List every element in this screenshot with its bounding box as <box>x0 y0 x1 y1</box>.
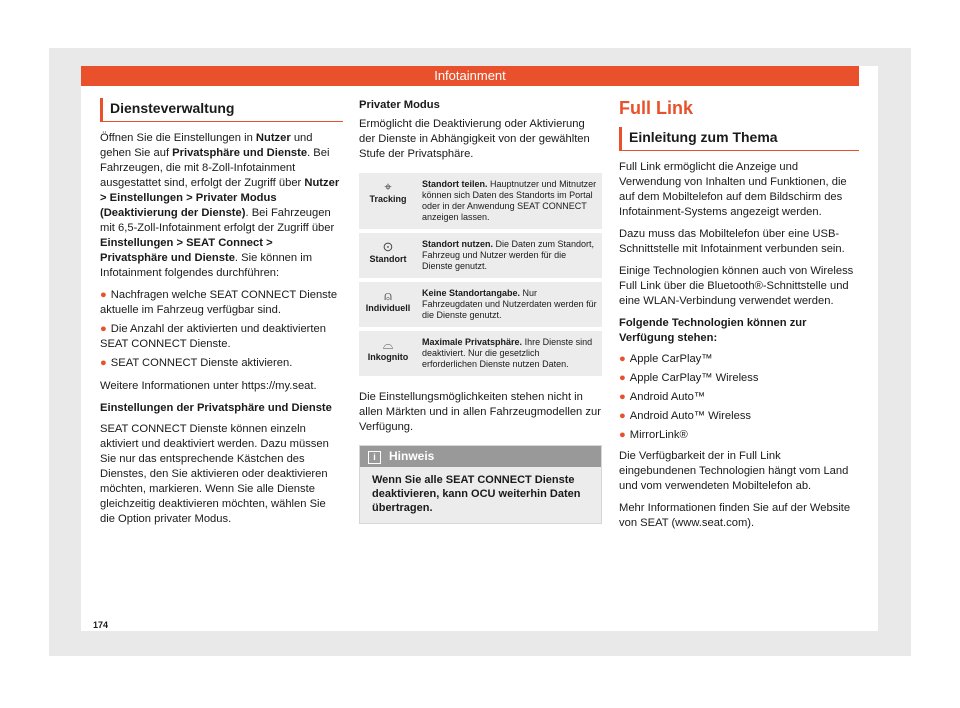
level-label: Inkognito <box>367 352 409 362</box>
intro-bold: Nutzer <box>255 132 291 144</box>
intro-bold: Privatsphäre und Dienste <box>172 147 308 159</box>
location-icon: ⊙ <box>382 239 394 254</box>
bullet-text: Nachfragen welche SEAT CONNECT Dienste aktuelle im Fahrzeug verfügbar sind. <box>100 289 338 316</box>
bullet-icon: ● <box>619 429 626 441</box>
table-row <box>359 331 602 376</box>
level-label: Tracking <box>369 194 407 204</box>
list-item <box>619 409 859 424</box>
user-icon: ⍝ <box>384 288 392 303</box>
section-header: Infotainment <box>81 66 859 86</box>
note-box <box>359 445 602 524</box>
level-title: Standort teilen. <box>422 179 488 189</box>
bullet-text: MirrorLink® <box>629 429 688 441</box>
tracking-icon: ⌖ <box>384 179 392 194</box>
level-text: Die Daten zum Standort, Fahrzeug und Nutzer werden für die Dienste genutzt. <box>422 239 595 271</box>
intro-paragraph: Ermöglicht die Deaktivierung oder Aktivierung der Dienste in Abhängigkeit von der gewählten Stufe der Privatsphäre. <box>359 118 590 160</box>
description-cell <box>417 173 602 229</box>
paragraph: Full Link ermöglicht die Anzeige und Verwendung von Inhalten und Funktionen, die auf dem Mobiltelefon auf dem Bildschirm des Infotainment-Systems angezeigt werden. <box>619 161 847 218</box>
level-title: Keine Standortangabe. <box>422 288 521 298</box>
bullet-icon: ● <box>619 391 626 403</box>
intro-text: . Sie können im Infotainment folgendes durchführen: <box>100 252 313 279</box>
list-item <box>619 371 859 386</box>
bullet-icon: ● <box>619 353 626 365</box>
privacy-levels-table <box>359 169 602 380</box>
list-item <box>100 356 343 371</box>
bullet-icon: ● <box>619 372 626 384</box>
paragraph: Dazu muss das Mobiltelefon über eine USB-Schnittstelle mit Infotainment verbunden sein. <box>619 228 845 255</box>
intro-text: . Bei Fahrzeugen, die mit 8-Zoll-Infotainment ausgestattet sind, erfolgt der Zugriff über <box>100 147 330 189</box>
incognito-icon: ⌓ <box>382 337 394 352</box>
bullet-icon: ● <box>100 323 107 335</box>
column-full-link <box>619 98 859 538</box>
intro-paragraph <box>100 131 343 281</box>
list-item <box>619 352 859 367</box>
level-title: Standort nutzen. <box>422 239 493 249</box>
bullet-icon: ● <box>100 357 107 369</box>
heading-privater-modus: Privater Modus <box>359 99 440 111</box>
bullet-text: Apple CarPlay™ <box>629 353 713 365</box>
intro-text: Öffnen Sie die Einstellungen in <box>100 132 256 144</box>
technologies-heading: Folgende Technologien können zur Verfügung stehen: <box>619 317 807 344</box>
list-item <box>619 428 859 443</box>
intro-text: . Bei Fahrzeugen mit 6,5-Zoll-Infotainment erfolgt der Zugriff über <box>100 207 335 234</box>
description-cell <box>417 331 602 376</box>
list-item <box>100 322 343 352</box>
list-item <box>619 390 859 405</box>
table-row <box>359 233 602 278</box>
level-label: Individuell <box>365 303 411 313</box>
level-cell <box>359 282 417 327</box>
bullet-text: SEAT CONNECT Dienste aktivieren. <box>110 357 293 369</box>
note-header <box>360 446 601 467</box>
description-cell <box>417 282 602 327</box>
bullet-icon: ● <box>619 410 626 422</box>
level-cell <box>359 331 417 376</box>
intro-bold: Einstellungen > SEAT Connect > Privatsphäre und Dienste <box>100 237 273 264</box>
level-text: Nur Fahrzeugdaten und Nutzerdaten werden für die Dienste genutzt. <box>422 288 597 320</box>
level-title: Maximale Privatsphäre. <box>422 337 523 347</box>
table-row <box>359 282 602 327</box>
note-title: Hinweis <box>389 449 435 463</box>
more-info: Weitere Informationen unter https://my.seat. <box>100 380 317 392</box>
table-row <box>359 173 602 229</box>
bullet-text: Die Anzahl der aktivierten und deaktivierten SEAT CONNECT Dienste. <box>100 323 326 350</box>
chapter-title: Full Link <box>619 98 693 118</box>
level-text: Ihre Dienste sind deaktiviert. Nur die gesetzlich erforderlichen Dienste nutzen Daten. <box>422 337 593 369</box>
subheading-privacy-settings: Einstellungen der Privatsphäre und Dienste <box>100 402 332 414</box>
bullet-text: Android Auto™ <box>629 391 706 403</box>
intro-bold: Nutzer > Einstellungen > Privater Modus (Deaktivierung der Dienste) <box>100 177 340 219</box>
level-text: Hauptnutzer und Mitnutzer können sich Daten des Standorts im Portal oder in der Anwendung SEAT CONNECT anzeigen lassen. <box>422 179 597 222</box>
info-icon: i <box>368 451 381 464</box>
heading-diensteverwaltung: Diensteverwaltung <box>100 98 343 122</box>
heading-einleitung: Einleitung zum Thema <box>619 127 859 151</box>
body-paragraph: SEAT CONNECT Dienste können einzeln aktiviert und deaktiviert werden. Dazu müssen Sie nur das entsprechende Kästchen des Dienstes, den Sie aktivieren oder deaktivieren möchten, markieren. Wenn Sie alle Dienste gleichzeitig deaktivieren möchten, wählen Sie die Option privater Modus. <box>100 423 329 525</box>
note-body: Wenn Sie alle SEAT CONNECT Dienste deaktivieren, kann OCU weiterhin Daten übertragen. <box>372 474 581 514</box>
column-private-mode <box>359 98 602 524</box>
page-number: 174 <box>93 620 109 630</box>
bullet-icon: ● <box>100 289 107 301</box>
paragraph: Die Verfügbarkeit der in Full Link eingebundenen Technologien hängt vom Land und vom verwendeten Mobiltelefon ab. <box>619 450 849 492</box>
bullet-text: Android Auto™ Wireless <box>629 410 752 422</box>
paragraph: Einige Technologien können auch von Wireless Full Link über die Bluetooth®-Schnittstelle und eine WLAN-Verbindung verwendet werden. <box>619 265 854 307</box>
list-item <box>100 288 343 318</box>
column-services <box>100 98 343 534</box>
paragraph: Mehr Informationen finden Sie auf der Website von SEAT (www.seat.com). <box>619 502 851 529</box>
bullet-text: Apple CarPlay™ Wireless <box>629 372 759 384</box>
availability-paragraph: Die Einstellungsmöglichkeiten stehen nicht in allen Märkten und in allen Fahrzeugmodellen zur Verfügung. <box>359 391 601 433</box>
level-cell <box>359 233 417 278</box>
description-cell <box>417 233 602 278</box>
intro-text: und gehen Sie auf <box>100 132 313 159</box>
level-cell <box>359 173 417 229</box>
level-label: Standort <box>369 254 407 264</box>
